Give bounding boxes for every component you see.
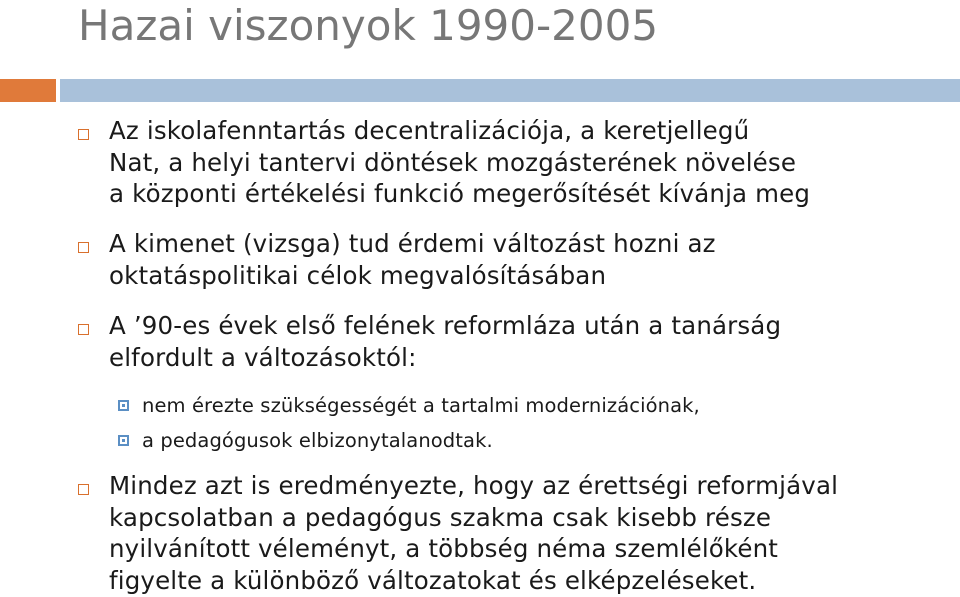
- square-bullet-icon: [78, 324, 89, 335]
- bullet-text: [109, 228, 949, 291]
- bullet-line: Az iskolafenntartás decentralizációja, a keretjellegű: [109, 116, 750, 145]
- slide-title: Hazai viszonyok 1990-2005: [78, 1, 659, 50]
- bullet-text: [109, 310, 949, 373]
- bullet-line: A kimenet (vizsga) tud érdemi változást hozni az: [109, 229, 716, 258]
- bullet-line: a központi értékelési funkció megerősítését kívánja meg: [109, 179, 811, 208]
- bullet-text: [109, 115, 949, 210]
- square-bullet-icon: [78, 129, 89, 140]
- bullet-line: elfordult a változásoktól:: [109, 342, 417, 372]
- bullet-line: oktatáspolitikai célok megvalósításában: [109, 260, 607, 290]
- bullet-line: figyelte a különböző változatokat és elképzeléseket.: [109, 565, 757, 595]
- sub-bullet-text: a pedagógusok elbizonytalanodtak.: [142, 429, 493, 452]
- bullet-line: A ’90-es évek első felének reformláza után a tanárság: [109, 311, 782, 340]
- square-bullet-icon: [78, 242, 89, 253]
- sub-bullet-text: nem érezte szükségességét a tartalmi modernizációnak,: [142, 394, 700, 417]
- bullet-line: nyilvánított véleményt, a többség néma szemlélőként: [109, 534, 779, 563]
- square-bullet-icon: [78, 484, 89, 495]
- bullet-text: [109, 470, 949, 596]
- bullet-line: Nat, a helyi tantervi döntések mozgásterének növelése: [109, 147, 797, 177]
- bullet-line: Mindez azt is eredményezte, hogy az érettségi reformjával: [109, 471, 839, 500]
- bullet-line: kapcsolatban a pedagógus szakma csak kisebb része: [109, 502, 772, 532]
- square-sub-bullet-icon: [118, 400, 129, 411]
- square-sub-bullet-icon: [118, 435, 129, 446]
